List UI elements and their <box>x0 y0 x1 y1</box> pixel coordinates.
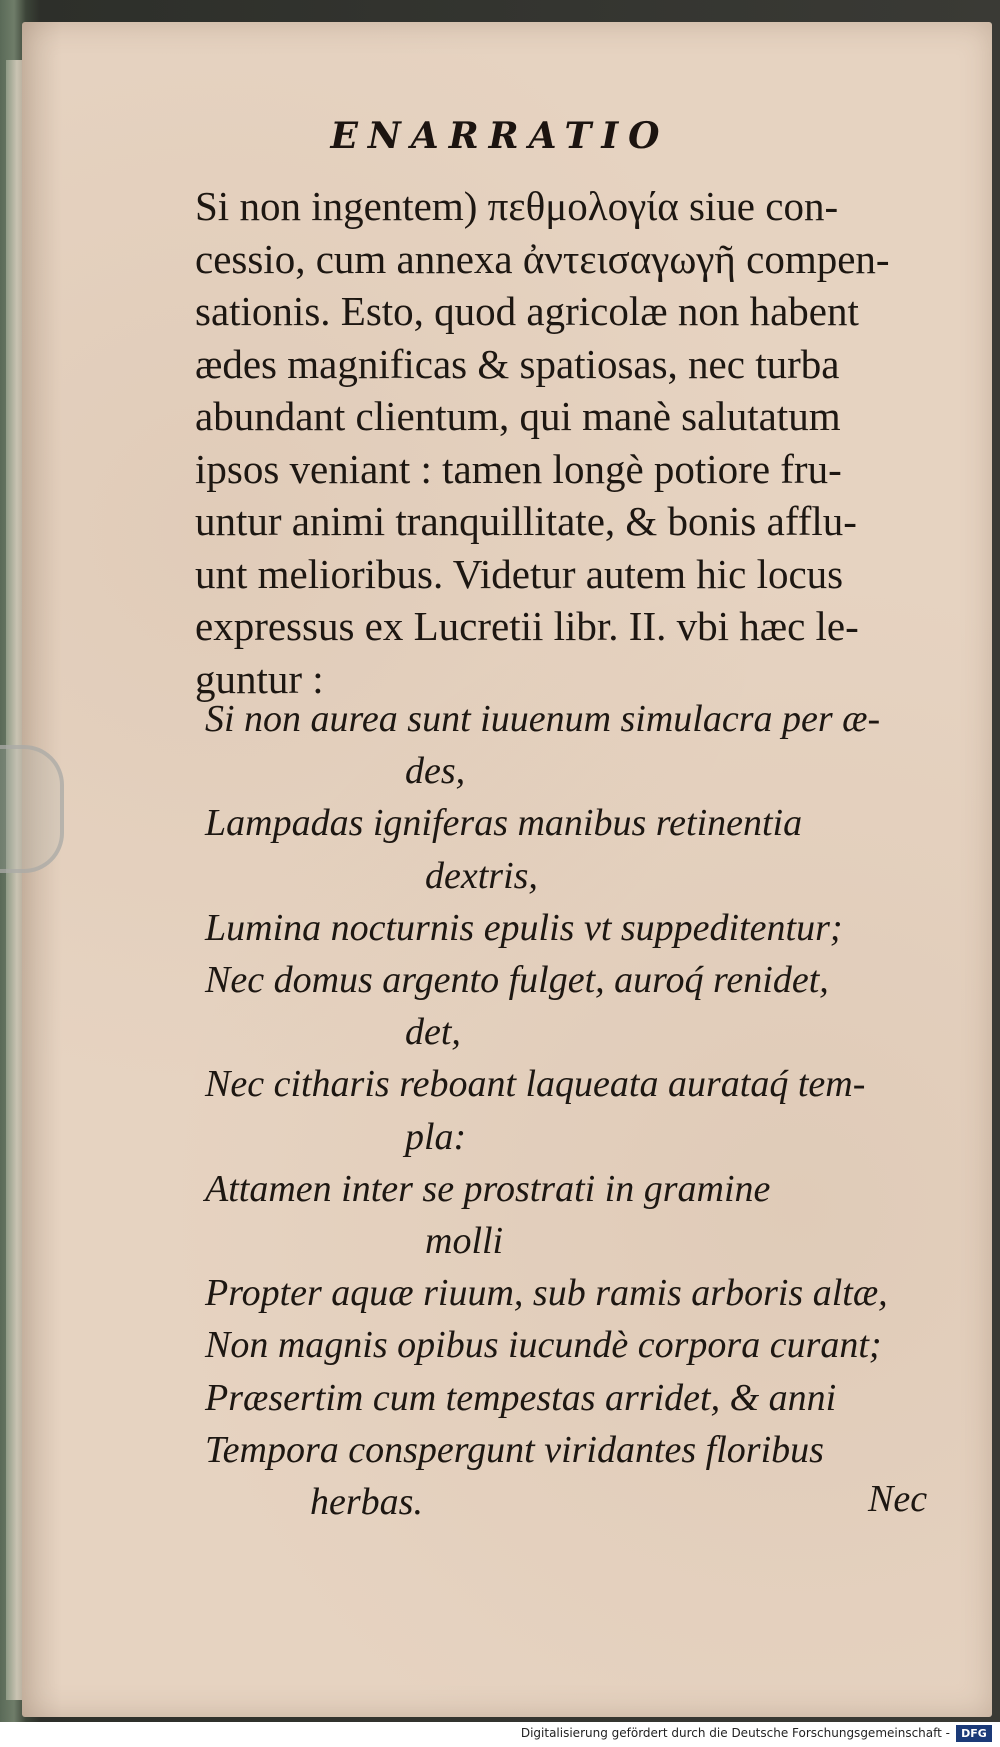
verse-line: herbas. <box>310 1481 423 1524</box>
verse-line: pla: <box>405 1115 467 1158</box>
prose-line: ipsos veniant : tamen longè potiore fru- <box>195 445 842 492</box>
verse-line: dextris, <box>425 854 538 897</box>
verse-line: Attamen inter se prostrati in gramine <box>205 1167 771 1210</box>
verse-line: Nec domus argento fulget, auroq́ renidet, <box>205 959 829 1002</box>
verse-quotation <box>205 693 945 1528</box>
verse-line: Tempora conspergunt viridantes floribus <box>205 1428 824 1471</box>
verse-line: Nec citharis reboant laqueata aurataq́ tem- <box>205 1063 866 1106</box>
verse-line: Lumina nocturnis epulis vt suppeditentur; <box>205 906 843 949</box>
prose-line: guntur : <box>195 655 324 702</box>
prose-line: untur animi tranquillitate, & bonis afflu- <box>195 498 857 544</box>
commentary-text <box>195 180 940 705</box>
prose-line: Si non ingentem) πεθμολογία siue con- <box>195 183 839 229</box>
verse-line: Lampadas igniferas manibus retinentia <box>205 802 803 845</box>
prose-line: sationis. Esto, quod agricolæ non habent <box>195 288 859 334</box>
prose-line: unt melioribus. Videtur autem hic locus <box>195 550 844 597</box>
prose-line: expressus ex Lucretii libr. II. vbi hæc le- <box>195 603 859 649</box>
verse-line: Propter aquæ riuum, sub ramis arboris altæ, <box>205 1272 888 1315</box>
prose-line: abundant clientum, qui manè salutatum <box>195 393 841 439</box>
verse-line: det, <box>405 1011 461 1054</box>
prose-line: cessio, cum annexa ἀντεισαγωγῆ compen- <box>195 235 890 282</box>
dfg-logo-icon: DFG <box>956 1725 992 1742</box>
verse-line: Præsertim cum tempestas arridet, & anni <box>205 1376 837 1419</box>
verse-line: Non magnis opibus iucundè corpora curant; <box>205 1324 882 1367</box>
funding-credit: Digitalisierung gefördert durch die Deutsche Forschungsgemeinschaft - <box>520 1726 950 1740</box>
verse-line: Si non aurea sunt iuuenum simulacra per æ- <box>205 698 881 740</box>
running-head: ENARRATIO <box>330 115 670 157</box>
page-clip <box>0 745 64 873</box>
verse-line: molli <box>425 1220 504 1263</box>
catchword: Nec <box>868 1478 928 1520</box>
prose-line: ædes magnificas & spatiosas, nec turba <box>195 340 840 387</box>
verse-line: des, <box>405 750 466 793</box>
digitization-footer <box>0 1722 1000 1747</box>
